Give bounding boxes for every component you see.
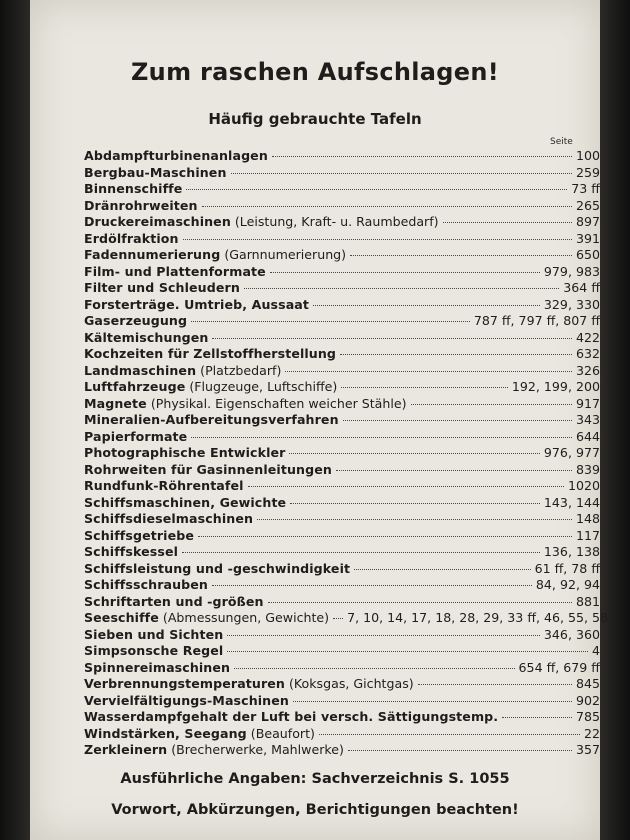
list-item (84, 544, 600, 561)
list-item (84, 412, 600, 429)
table-list (84, 148, 609, 759)
entry-pages: 117 (575, 527, 600, 543)
entry-pages: 902 (575, 692, 600, 708)
entry-note: (Abmessungen, Gewichte) (162, 610, 330, 625)
list-item (84, 445, 600, 462)
entry-term: Schiffskessel (84, 544, 179, 559)
entry-term: Rohrweiten für Gasinnenleitungen (84, 461, 332, 477)
list-item (84, 709, 600, 726)
entry-pages: 259 (575, 164, 600, 180)
entry-note: (Physikal. Eigenschaften weicher Stähle) (150, 395, 407, 411)
entry-term: Erdölfraktion (84, 230, 179, 246)
entry-pages: 192, 199, 200 (511, 379, 600, 394)
footer-notice: Vorwort, Abkürzungen, Berichtigungen beachten! (111, 802, 519, 818)
list-item (84, 346, 600, 363)
list-item (84, 148, 600, 165)
entry-term: Bergbau-Maschinen (84, 164, 227, 180)
entry-pages: 422 (575, 329, 600, 345)
entry-pages: 357 (575, 742, 600, 757)
book-edge-left (0, 0, 30, 840)
list-item (84, 610, 609, 627)
leader-dots (343, 419, 572, 421)
entry-pages: 61 ff, 78 ff (534, 560, 600, 576)
entry-pages: 73 ff (571, 181, 600, 196)
list-item (84, 742, 600, 759)
leader-dots (336, 469, 572, 471)
list-item (84, 495, 600, 512)
entry-term: Windstärken, Seegang (84, 725, 247, 741)
page-title: Zum raschen Aufschlagen! (130, 58, 499, 86)
entry-term: Wasserdampfgehalt der Luft bei versch. Sättigungstemp. (84, 709, 499, 724)
entry-term: Simpsonsche Regel (84, 643, 224, 658)
list-item (84, 231, 600, 248)
leader-dots (268, 601, 572, 603)
leader-dots (186, 188, 567, 190)
list-item (84, 561, 600, 578)
entry-term: Rundfunk-Röhrentafel (84, 478, 244, 493)
entry-note: (Brecherwerke, Mahlwerke) (171, 742, 344, 757)
entry-term: Filter und Schleudern (84, 280, 240, 295)
entry-term: Magnete (84, 395, 147, 411)
entry-pages: 100 (575, 148, 600, 163)
list-item (84, 181, 600, 198)
entry-term: Binnenschiffe (84, 181, 183, 196)
entry-term: Schiffsmaschinen, Gewichte (84, 494, 287, 510)
entry-pages: 845 (575, 676, 600, 691)
leader-dots (248, 485, 564, 487)
entry-pages: 84, 92, 94 (535, 577, 600, 592)
entry-term: Kochzeiten für Zellstoffherstellung (84, 346, 337, 361)
leader-dots (212, 337, 571, 339)
entry-pages: 22 (583, 725, 600, 741)
entry-note: (Platzbedarf) (200, 362, 282, 378)
list-item (84, 280, 600, 297)
leader-dots (202, 205, 572, 207)
list-item (84, 693, 600, 710)
list-item (84, 396, 600, 413)
entry-note: (Garnnumerierung) (224, 247, 347, 262)
entry-term: Photographische Entwickler (84, 445, 286, 460)
entry-pages: 4 (591, 643, 600, 658)
entry-pages: 265 (575, 197, 600, 213)
entry-pages: 7, 10, 14, 17, 18, 28, 29, 33 ff, 46, 55, 58 (347, 610, 609, 625)
entry-pages: 976, 977 (543, 445, 600, 460)
leader-dots (198, 535, 572, 537)
leader-dots (354, 568, 530, 570)
leader-dots (285, 370, 572, 372)
entry-term: Seeschiffe (84, 610, 159, 625)
entry-term: Forsterträge. Umtrieb, Aussaat (84, 296, 310, 312)
leader-dots (182, 551, 540, 553)
list-item (84, 528, 600, 545)
list-item (84, 264, 600, 281)
list-item (84, 643, 600, 660)
list-item (84, 363, 600, 380)
book-edge-right (600, 0, 630, 840)
list-item (84, 165, 600, 182)
list-item (84, 313, 600, 330)
leader-dots (418, 683, 572, 685)
list-item (84, 462, 600, 479)
entry-term: Schiffsschrauben (84, 577, 208, 592)
entry-term: Verbrennungstemperaturen (84, 676, 286, 691)
list-item (84, 676, 600, 693)
entry-term: Spinnereimaschinen (84, 659, 231, 675)
entry-pages: 979, 983 (543, 263, 600, 279)
entry-term: Zerkleinern (84, 742, 168, 757)
list-item (84, 214, 600, 231)
entry-term: Druckereimaschinen (84, 214, 231, 229)
entry-term: Luftfahrzeuge (84, 379, 186, 394)
list-item (84, 330, 600, 347)
entry-note: (Koksgas, Gichtgas) (289, 676, 414, 691)
leader-dots (340, 353, 572, 355)
entry-term: Fadennumerierung (84, 247, 221, 262)
entry-pages: 143, 144 (543, 494, 600, 510)
leader-dots (227, 634, 540, 636)
entry-note: (Flugzeuge, Luftschiffe) (189, 379, 338, 394)
entry-pages: 329, 330 (543, 296, 600, 312)
entry-term: Schiffsleistung und -geschwindigkeit (84, 560, 351, 576)
leader-dots (227, 650, 588, 652)
entry-pages: 881 (575, 593, 600, 609)
list-item (84, 594, 600, 611)
entry-term: Papierformate (84, 428, 188, 444)
footer-reference: Ausführliche Angaben: Sachverzeichnis S. 1055 (120, 771, 510, 787)
entry-pages: 897 (575, 214, 600, 229)
entry-term: Gaserzeugung (84, 313, 188, 328)
entry-pages: 391 (575, 230, 600, 246)
list-item (84, 660, 600, 677)
list-item (84, 429, 600, 446)
entry-pages: 654 ff, 679 ff (518, 659, 600, 675)
entry-term: Dränrohrweiten (84, 197, 198, 213)
leader-dots (272, 155, 572, 157)
entry-term: Mineralien-Aufbereitungsverfahren (84, 412, 339, 427)
entry-pages: 136, 138 (543, 544, 600, 559)
leader-dots (289, 452, 539, 454)
entry-note: (Beaufort) (250, 725, 315, 741)
entry-pages: 346, 360 (543, 626, 600, 642)
entry-pages: 917 (575, 395, 600, 411)
entry-term: Film- und Plattenformate (84, 263, 266, 279)
entry-pages: 787 ff, 797 ff, 807 ff (473, 313, 600, 328)
leader-dots (191, 436, 572, 438)
leader-dots (212, 584, 532, 586)
entry-pages: 1020 (567, 478, 600, 493)
leader-dots (333, 617, 343, 619)
entry-term: Vervielfältigungs-Maschinen (84, 692, 289, 708)
entry-term: Schriftarten und -größen (84, 593, 264, 609)
entry-pages: 326 (575, 362, 600, 378)
leader-dots (443, 221, 572, 223)
entry-term: Landmaschinen (84, 362, 197, 378)
leader-dots (270, 271, 540, 273)
book-page (30, 0, 609, 840)
list-item (84, 198, 600, 215)
list-item (84, 726, 600, 743)
list-item (84, 627, 600, 644)
leader-dots (350, 254, 572, 256)
entry-pages: 644 (575, 428, 600, 444)
page-subtitle: Häufig gebrauchte Tafeln (208, 110, 422, 128)
entry-term: Sieben und Sichten (84, 626, 224, 642)
list-item (84, 577, 600, 594)
entry-term: Kältemischungen (84, 329, 209, 345)
list-item (84, 511, 600, 528)
list-item (84, 297, 600, 314)
leader-dots (244, 287, 559, 289)
entry-term: Schiffsdieselmaschinen (84, 511, 254, 526)
entry-pages: 343 (575, 412, 600, 427)
leader-dots (348, 749, 572, 751)
leader-dots (411, 403, 572, 405)
leader-dots (191, 320, 470, 322)
leader-dots (502, 716, 572, 718)
entry-pages: 650 (575, 247, 600, 262)
entry-term: Abdampfturbinenanlagen (84, 148, 268, 163)
entry-pages: 148 (575, 511, 600, 526)
leader-dots (293, 700, 572, 702)
leader-dots (234, 667, 514, 669)
entry-pages: 839 (575, 461, 600, 477)
entry-term: Schiffsgetriebe (84, 527, 194, 543)
leader-dots (290, 502, 540, 504)
entry-pages: 632 (575, 346, 600, 361)
leader-dots (313, 304, 540, 306)
entry-note: (Leistung, Kraft- u. Raumbedarf) (234, 214, 439, 229)
column-header-seite: Seite (550, 137, 573, 147)
entry-pages: 364 ff (563, 280, 600, 295)
leader-dots (257, 518, 572, 520)
list-item (84, 247, 600, 264)
leader-dots (183, 238, 572, 240)
entry-pages: 785 (575, 709, 600, 724)
leader-dots (231, 172, 572, 174)
leader-dots (341, 386, 508, 388)
list-item (84, 379, 600, 396)
leader-dots (319, 733, 580, 735)
list-item (84, 478, 600, 495)
